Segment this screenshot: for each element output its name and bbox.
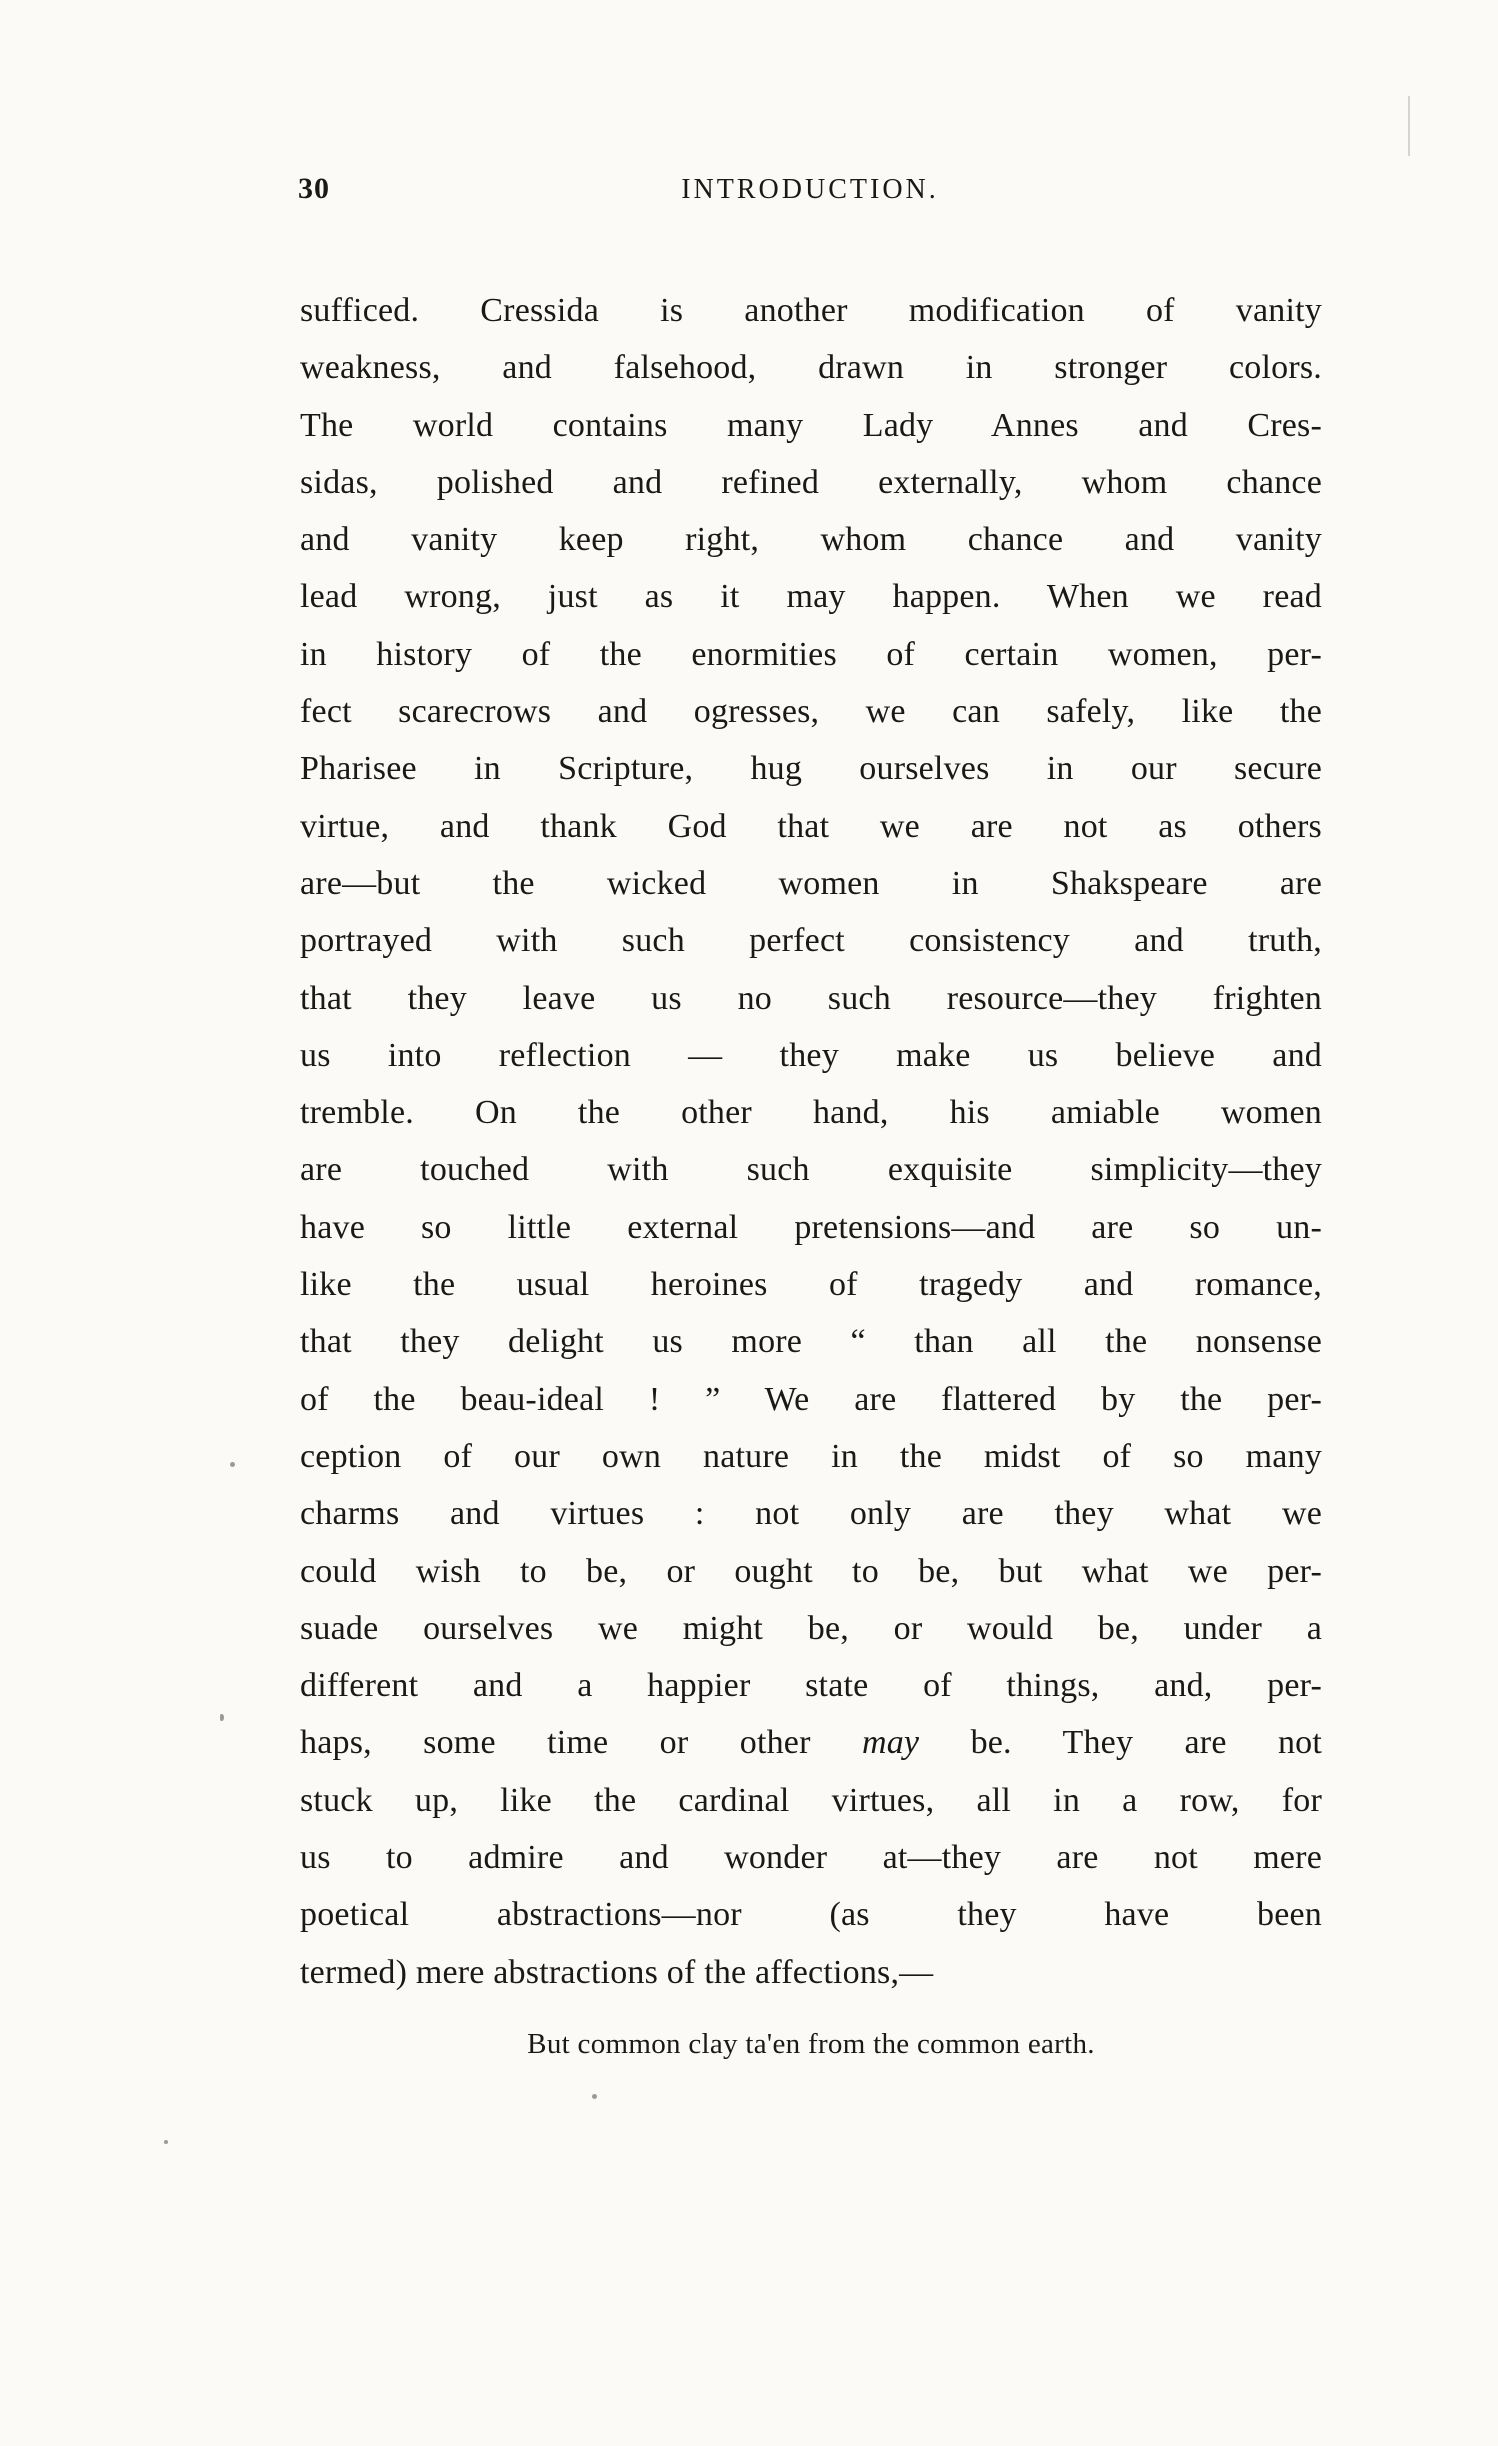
text-segment: be. They are not	[919, 1724, 1323, 1762]
text-segment: lead wrong, just as it may happen. When we read	[300, 578, 1322, 616]
text-line	[300, 798, 1322, 855]
text-line	[300, 1485, 1322, 1542]
text-segment: virtue, and thank God that we are not as others	[300, 807, 1322, 845]
text-segment: are—but the wicked women in Shakspeare are	[300, 864, 1322, 902]
text-line	[300, 511, 1322, 568]
text-line	[300, 1371, 1322, 1428]
text-segment: termed) mere abstractions of the affections,—	[300, 1953, 934, 1991]
text-segment: could wish to be, or ought to be, but what we per-	[300, 1552, 1322, 1590]
text-line	[300, 397, 1322, 454]
text-line	[300, 970, 1322, 1027]
text-line	[300, 1657, 1322, 1714]
text-line	[300, 1428, 1322, 1485]
text-segment: fect scarecrows and ogresses, we can safely, like the	[300, 693, 1322, 731]
text-line	[300, 339, 1322, 396]
text-line	[300, 912, 1322, 969]
text-line	[300, 1543, 1322, 1600]
text-segment: and vanity keep right, whom chance and vanity	[300, 521, 1322, 559]
scan-speck	[592, 2094, 597, 2099]
body-text	[300, 282, 1322, 2001]
scan-speck	[164, 2140, 168, 2144]
text-segment: stuck up, like the cardinal virtues, all in a row, for	[300, 1781, 1322, 1819]
text-segment: like the usual heroines of tragedy and romance,	[300, 1266, 1322, 1304]
text-segment: charms and virtues : not only are they what we	[300, 1495, 1322, 1533]
text-line	[300, 855, 1322, 912]
text-line	[300, 1256, 1322, 1313]
text-line	[300, 568, 1322, 625]
text-segment: portrayed with such perfect consistency and truth,	[300, 922, 1322, 960]
footer-quote: But common clay ta'en from the common earth.	[527, 2028, 1095, 2060]
text-segment: poetical abstractions—nor (as they have been	[300, 1896, 1322, 1934]
text-segment: Pharisee in Scripture, hug ourselves in our secure	[300, 750, 1322, 788]
text-segment: ception of our own nature in the midst of so many	[300, 1437, 1322, 1475]
scan-speck	[230, 1462, 235, 1467]
text-line	[300, 626, 1322, 683]
page-number: 30	[298, 172, 330, 205]
text-line	[300, 1313, 1322, 1370]
text-line	[300, 1027, 1322, 1084]
text-segment: The world contains many Lady Annes and Cres-	[300, 406, 1322, 444]
scan-speck	[1408, 96, 1410, 156]
text-line	[300, 1772, 1322, 1829]
text-segment: us into reflection — they make us believe and	[300, 1036, 1322, 1074]
running-header-title: INTRODUCTION.	[681, 174, 939, 205]
text-segment: us to admire and wonder at—they are not mere	[300, 1839, 1322, 1877]
text-segment: have so little external pretensions—and are so un-	[300, 1208, 1322, 1246]
text-segment: sufficed. Cressida is another modification of vanity	[300, 292, 1322, 329]
italic-text: may	[861, 1724, 920, 1762]
text-line	[300, 1141, 1322, 1198]
text-segment: are touched with such exquisite simplicity—they	[300, 1151, 1322, 1189]
text-line	[300, 1886, 1322, 1943]
text-segment: that they leave us no such resource—they frighten	[300, 979, 1322, 1017]
text-segment: haps, some time or other	[300, 1724, 862, 1762]
scan-speck	[220, 1714, 224, 1721]
text-line	[300, 740, 1322, 797]
text-segment: suade ourselves we might be, or would be, under a	[300, 1609, 1322, 1647]
text-segment: sidas, polished and refined externally, whom chance	[300, 463, 1322, 501]
text-line	[300, 1199, 1322, 1256]
text-segment: tremble. On the other hand, his amiable women	[300, 1094, 1322, 1132]
text-line	[300, 1944, 1322, 2001]
text-segment: weakness, and falsehood, drawn in stronger colors.	[300, 349, 1322, 387]
text-segment: in history of the enormities of certain women, per-	[300, 635, 1322, 673]
text-segment: different and a happier state of things, and, per-	[300, 1667, 1322, 1705]
text-line	[300, 1600, 1322, 1657]
text-line	[300, 1829, 1322, 1886]
text-line	[300, 282, 1322, 339]
text-line	[300, 1084, 1322, 1141]
text-line	[300, 683, 1322, 740]
text-segment: that they delight us more “ than all the nonsense	[300, 1323, 1322, 1361]
text-line	[300, 1714, 1322, 1771]
text-line	[300, 454, 1322, 511]
text-segment: of the beau-ideal ! ” We are flattered by the per-	[300, 1380, 1322, 1418]
